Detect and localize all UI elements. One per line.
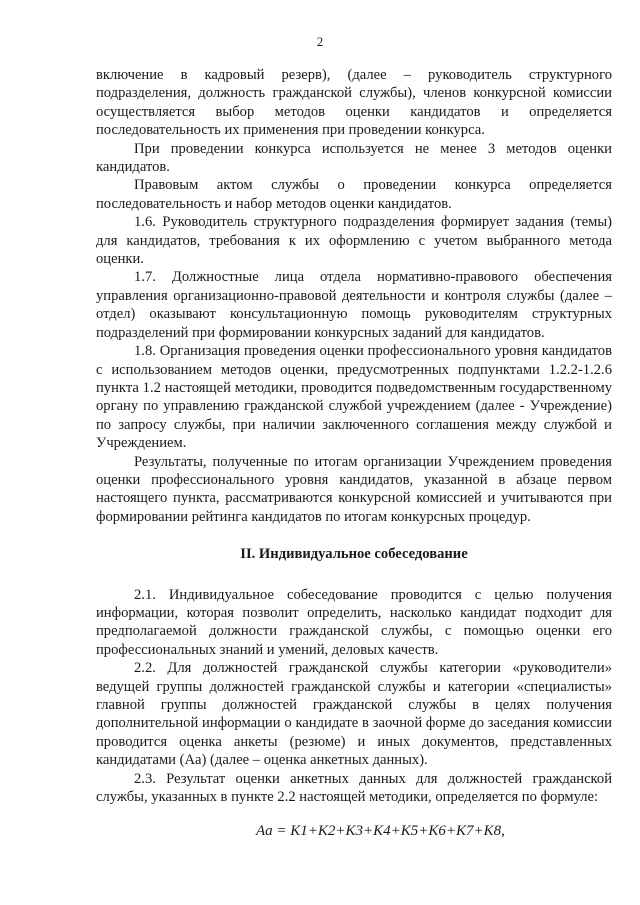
paragraph-continuation: включение в кадровый резерв), (далее – руководитель структурного подразделения, должность гражданской службы), членов конкурсной комиссии осуществляется выбор методов оценки кандидатов и определяется последовательность их применения при проведении конкурса. xyxy=(96,67,612,139)
section-heading: II. Индивидуальное собеседование xyxy=(240,546,468,563)
paragraph-methods-count: При проведении конкурса используется не менее 3 методов оценки кандидатов. xyxy=(96,140,612,176)
paragraph-legal-act: Правовым актом службы о проведении конкурса определяется последовательность и набор методов оценки кандидатов. xyxy=(96,177,612,212)
document-body xyxy=(96,66,612,841)
paragraph-1-8: 1.8. Организация проведения оценки профессионального уровня кандидатов с использованием методов оценки, предусмотренных подпунктами 1.2.2-1.2.6 пункта 1.2 настоящей методики, проводится подведомственным государственному органу по управлению гражданской службой учреждением (далее - Учреждение) по запросу службы, при наличии заключенного соглашения между службой и Учреждением. xyxy=(96,343,612,452)
page-number: 2 xyxy=(316,34,324,49)
paragraph-2-1: 2.1. Индивидуальное собеседование проводится с целью получения информации, которая позволит определить, насколько кандидат подходит для предполагаемой должности гражданской службы, с помощью оценки его профессиональных знаний и умений, деловых качеств. xyxy=(96,586,612,658)
paragraph-1-7: 1.7. Должностные лица отдела нормативно-правового обеспечения управления организационно-правовой деятельности и контроля службы (далее – отдел) оказывают консультационную помощь руководителям структурных подразделений при формировании конкурсных заданий для кандидатов. xyxy=(96,269,612,341)
paragraph-1-6: 1.6. Руководитель структурного подразделения формирует задания (темы) для кандидатов, требования к их оформлению с учетом выбранного метода оценки. xyxy=(96,214,612,268)
paragraph-2-2: 2.2. Для должностей гражданской службы категории «руководители» ведущей группы должностей гражданской службы и категории «специалисты» главной группы должностей гражданской службы в целях получения дополнительной информации о кандидате в заочной форме до заседания комиссии проводится оценка анкеты (резюме) и иных документов, представленных кандидатами (Aa) (далее – оценка анкетных данных). xyxy=(96,660,612,769)
paragraph-results: Результаты, полученные по итогам организации Учреждением проведения оценки профессионального уровня кандидатов, указанной в абзаце первом настоящего пункта, рассматриваются конкурсной комиссией и учитываются при формировании рейтинга кандидатов по итогам конкурсных процедур. xyxy=(96,453,612,525)
paragraph-2-3: 2.3. Результат оценки анкетных данных для должностей гражданской службы, указанных в пункте 2.2 настоящей методики, определяется по формуле: xyxy=(96,770,612,806)
formula: Aa = K1+K2+K3+K4+K5+K6+K7+K8, xyxy=(256,823,505,840)
